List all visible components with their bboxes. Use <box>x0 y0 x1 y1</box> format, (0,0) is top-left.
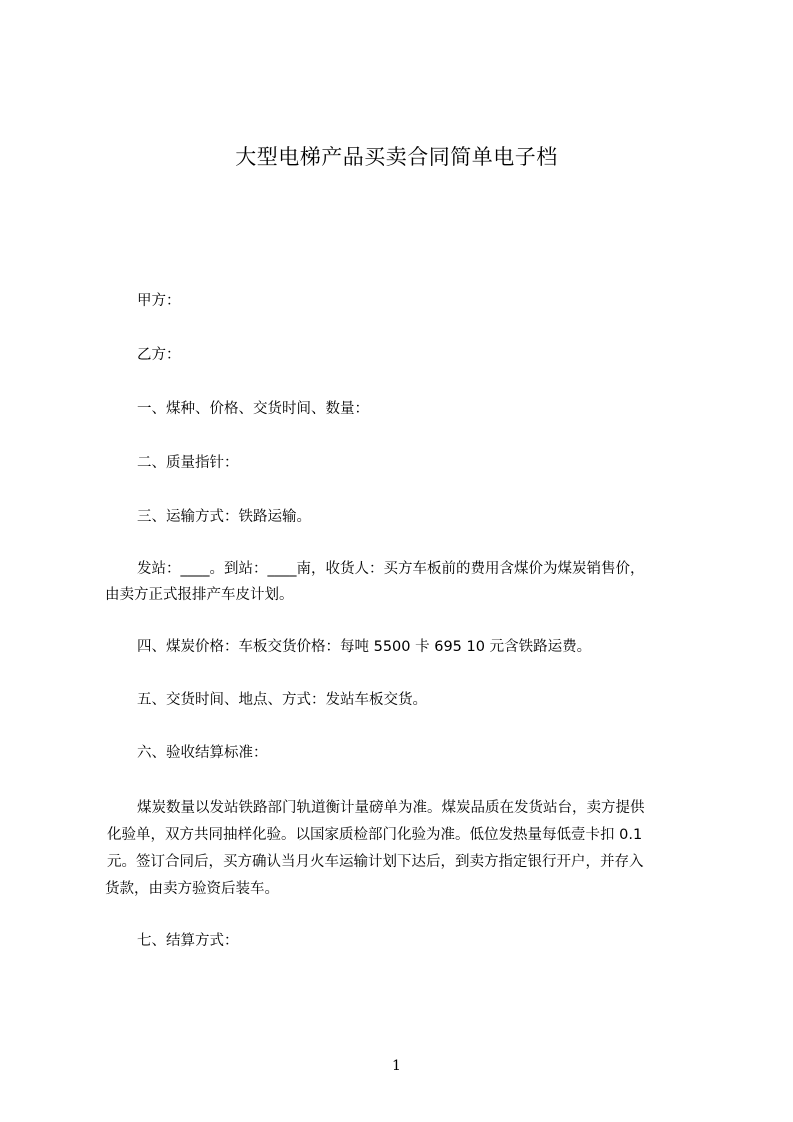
section-1-heading: 一、煤种、价格、交货时间、数量： <box>137 401 369 417</box>
acceptance-paragraph-line-2: 化验单，双方共同抽样化验。以国家质检部门化验为准。低位发热量每低壹卡扣 0.1 <box>107 827 643 843</box>
section-7-heading: 七、结算方式： <box>137 933 239 949</box>
station-paragraph-line-2: 由卖方正式报排产车皮计划。 <box>105 587 294 603</box>
section-3-heading: 三、运输方式：铁路运输。 <box>137 509 311 525</box>
acceptance-paragraph-line-3: 元。签订合同后，买方确认当月火车运输计划下达后，到卖方指定银行开户，并存入 <box>107 854 644 870</box>
page-number: 1 <box>392 1058 401 1074</box>
party-a-label: 甲方： <box>137 293 181 309</box>
section-5-heading: 五、交货时间、地点、方式：发站车板交货。 <box>137 692 427 708</box>
station-paragraph-line-1: 发站：____。到站：____南，收货人：买方车板前的费用含煤价为煤炭销售价， <box>137 561 645 577</box>
acceptance-paragraph-line-1: 煤炭数量以发站铁路部门轨道衡计量磅单为准。煤炭品质在发货站台，卖方提供 <box>137 800 645 816</box>
section-4-heading: 四、煤炭价格：车板交货价格：每吨 5500 卡 695 10 元含铁路运费。 <box>137 639 592 655</box>
document-title: 大型电梯产品买卖合同简单电子档 <box>235 145 558 169</box>
acceptance-paragraph-line-4: 货款，由卖方验资后装车。 <box>105 881 279 897</box>
section-6-heading: 六、验收结算标准： <box>137 745 268 761</box>
section-2-heading: 二、质量指针： <box>137 455 239 471</box>
party-b-label: 乙方： <box>137 347 181 363</box>
